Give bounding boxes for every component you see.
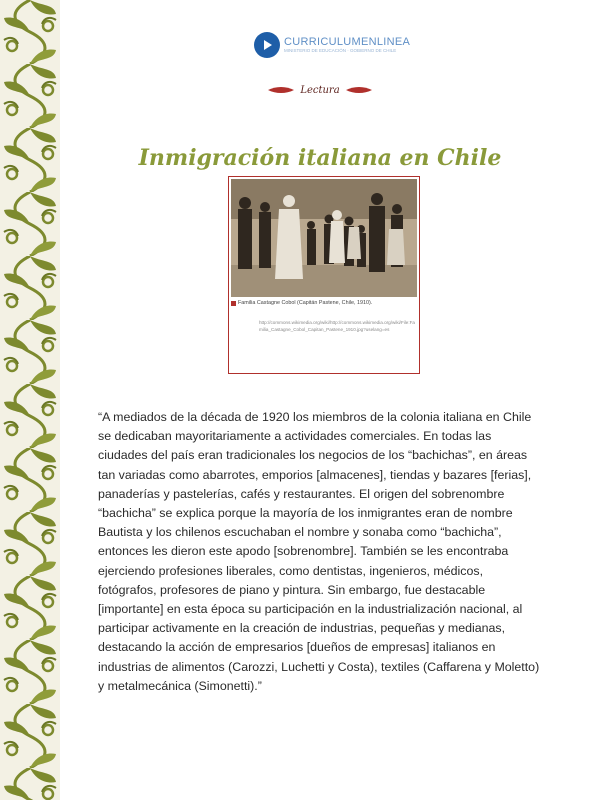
photo-card bbox=[228, 176, 420, 374]
decorative-vine-border bbox=[0, 0, 60, 800]
logo-play-icon bbox=[254, 32, 280, 58]
page-title: Inmigración italiana en Chile bbox=[138, 145, 502, 171]
reading-text: “A mediados de la década de 1920 los miembros de la colonia italiana en Chile se dedicaban mayoritariamente a actividades comerciales. En todas las ciudades del país eran tradicionales los negocios de los “bachichas”, en áreas tan variadas como abarrotes, emporios [almacenes], tiendas y bazares [ferias], panaderías y pastelerías, cafés y restaurantes. El origen del sobrenombre “bachicha” se explica porque la mayoría de los inmigrantes eran de nombre Bautista y los chilenos escuchaban el nombre y sonaba como “bachicha”, entonces les dieron este apodo [sobrenombre]. También se les encontraba ejerciendo profesiones liberales, como dentistas, ingenieros, médicos, fotógrafos, profesores de piano y pintura. Sin embargo, fue destacable [importante] en esta época su participación en la industrialización nacional, al participar activamente en la creación de industrias, pequeñas y medianas, destacando la acción de empresarios [dueños de empresas] italianos en industrias de alimentos (Carozzi, Luchetti y Costa), textiles (Caffarena y Moletto) y metalmecánica (Simonetti).” bbox=[98, 410, 540, 693]
photo-caption bbox=[231, 300, 419, 306]
family-photo bbox=[231, 179, 417, 297]
logo-title: CURRICULUMENLINEA bbox=[284, 36, 411, 48]
photo-caption-text: Familia Castagne Cobol (Capitán Pastene, Chile, 1910). bbox=[238, 300, 373, 306]
logo-subtitle: MINISTERIO DE EDUCACIÓN · GOBIERNO DE CHILE bbox=[284, 48, 397, 53]
section-label-text: Lectura bbox=[300, 84, 340, 96]
caption-marker-icon bbox=[231, 301, 236, 306]
left-swash-icon bbox=[268, 86, 294, 94]
vine-pattern bbox=[0, 0, 60, 800]
title-block bbox=[138, 140, 502, 176]
section-label bbox=[268, 80, 372, 100]
photo-source-link[interactable]: http://commons.wikimedia.org/wiki/http://commons.wikimedia.org/wiki/File:Familia_Castagne_Cobol_Capitan_Pastene_1910.jpg?uselang=es bbox=[259, 320, 415, 332]
curriculum-logo[interactable] bbox=[254, 30, 410, 60]
right-swash-icon bbox=[346, 86, 372, 94]
